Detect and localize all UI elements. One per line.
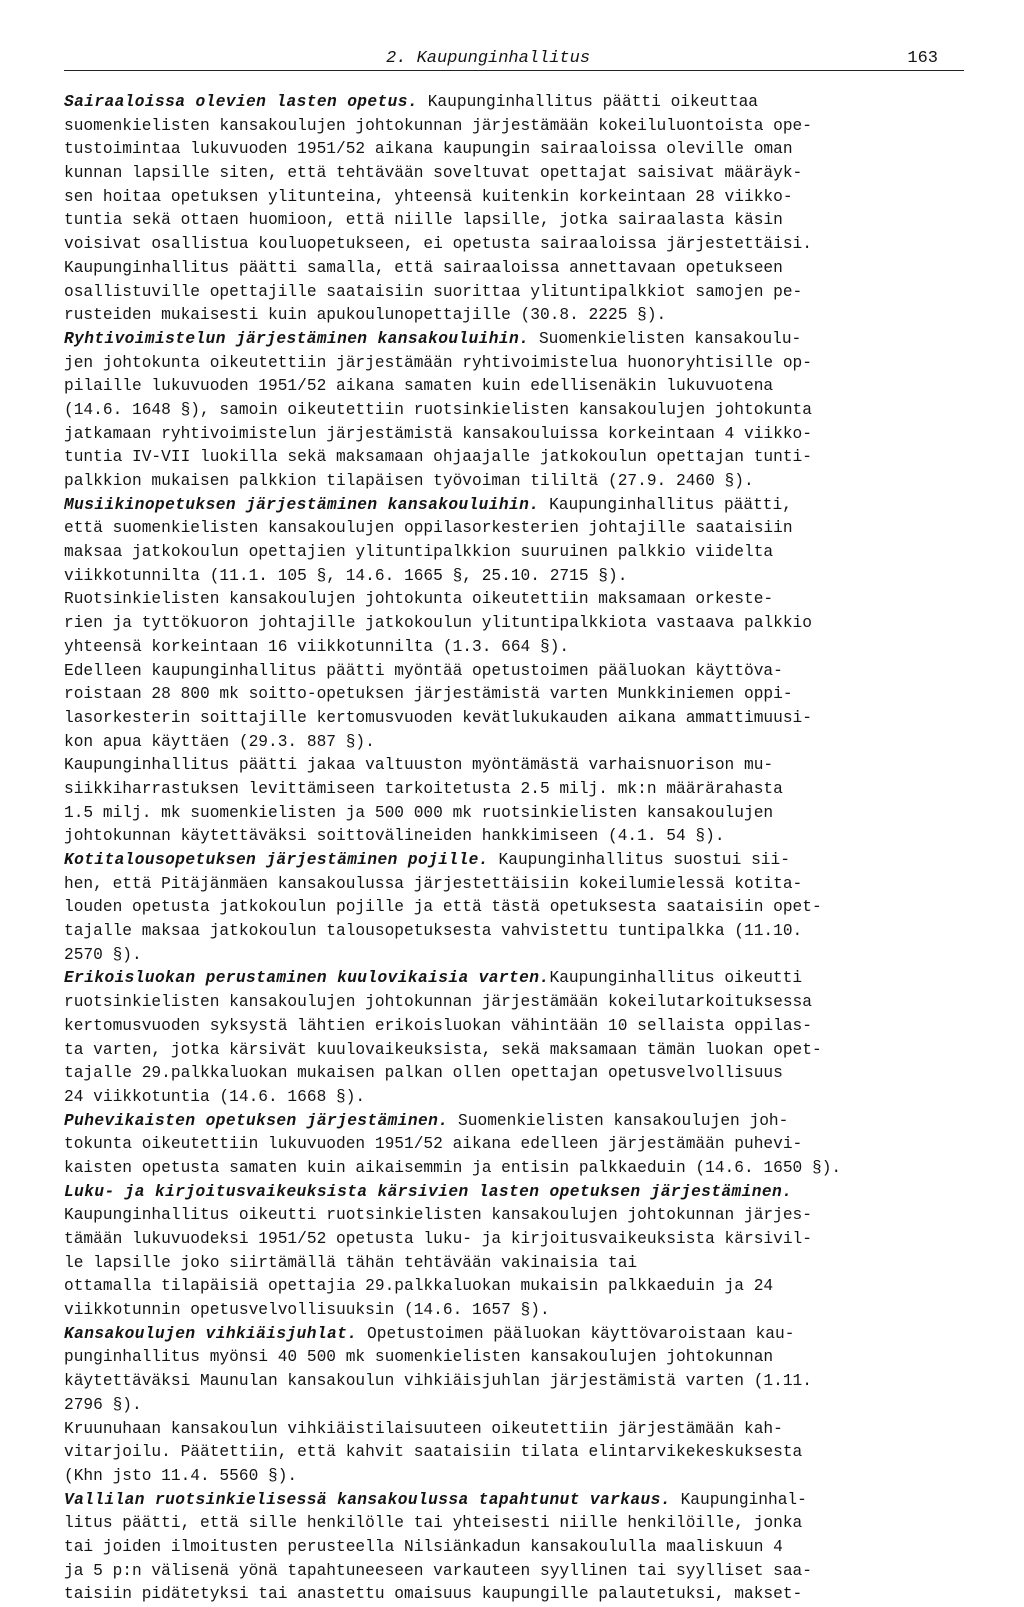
text-line	[64, 944, 969, 968]
line-text: jen johtokunta oikeutettiin järjestämään ryhtivoimistelua huonoryhtisille op-	[64, 353, 812, 372]
line-text: viikkotunnin opetusvelvollisuuksin (14.6. 1657 §).	[64, 1301, 550, 1320]
text-line	[64, 162, 969, 186]
text-line	[64, 778, 969, 802]
text-line	[64, 541, 969, 565]
line-text: litus päätti, että sille henkilölle tai yhteisesti niille henkilöille, jonka	[64, 1514, 803, 1533]
text-line	[64, 849, 969, 873]
text-line	[64, 1560, 969, 1584]
line-text: Suomenkielisten kansakoulujen joh-	[448, 1111, 789, 1130]
line-text: tajalle maksaa jatkokoulun talousopetuksesta vahvistettu tuntipalkka (11.10.	[64, 922, 803, 941]
text-line	[64, 352, 969, 376]
line-text: roistaan 28 800 mk soitto-opetuksen järjestämistä varten Munkkiniemen oppi-	[64, 685, 793, 704]
line-text: maksaa jatkokoulun opettajien ylituntipalkkion suuruinen palkkio viidelta	[64, 543, 774, 562]
text-line	[64, 565, 969, 589]
text-line	[64, 1418, 969, 1442]
text-line	[64, 707, 969, 731]
text-line	[64, 731, 969, 755]
line-text: kunnan lapsille siten, että tehtävään soveltuvat opettajat saisivat määräyk-	[64, 164, 803, 183]
text-line	[64, 446, 969, 470]
line-text: Suomenkielisten kansakoulu-	[529, 329, 802, 348]
section-heading: Kansakoulujen vihkiäisjuhlat.	[64, 1324, 358, 1343]
section-heading: Ryhtivoimistelun järjestäminen kansakouluihin.	[64, 329, 530, 348]
text-line	[64, 802, 969, 826]
section-heading: Vallilan ruotsinkielisessä kansakoulussa tapahtunut varkaus.	[64, 1490, 671, 1509]
section-heading: Puhevikaisten opetuksen järjestäminen.	[64, 1111, 449, 1130]
line-text: ta varten, jotka kärsivät kuulovaikeuksista, sekä maksamaan tämän luokan opet-	[64, 1040, 822, 1059]
text-line	[64, 304, 969, 328]
text-line	[64, 1275, 969, 1299]
text-line	[64, 1583, 969, 1607]
running-title: 2. Kaupunginhallitus	[386, 49, 591, 68]
line-text: Kaupunginhallitus päätti oikeuttaa	[418, 93, 758, 111]
line-text: Kaupunginhal-	[670, 1490, 807, 1509]
text-line	[64, 257, 969, 281]
text-line	[64, 1346, 969, 1370]
line-text: Kaupunginhallitus päätti samalla, että sairaaloissa annettavaan opetukseen	[64, 258, 783, 277]
text-line	[64, 1489, 969, 1513]
line-text: Kruunuhaan kansakoulun vihkiäistilaisuuteen oikeutettiin järjestämään kah-	[64, 1419, 783, 1438]
line-text: Kaupunginhallitus suostui sii-	[488, 851, 790, 869]
text-line	[64, 1228, 969, 1252]
page-number: 163	[907, 49, 938, 68]
line-text: Kaupunginhallitus päätti,	[539, 495, 792, 514]
line-text: tajalle 29.palkkaluokan mukaisen palkan ollen opettajan opetusvelvollisuus	[64, 1064, 783, 1083]
line-text: tämään lukuvuodeksi 1951/52 opetusta luku- ja kirjoitusvaikeuksista kärsivil-	[64, 1230, 812, 1248]
text-line	[64, 1157, 969, 1181]
section-heading: Musiikinopetuksen järjestäminen kansakouluihin.	[64, 495, 540, 514]
text-line	[64, 470, 969, 494]
line-text: 24 viikkotuntia (14.6. 1668 §).	[64, 1087, 366, 1106]
text-line	[64, 683, 969, 707]
line-text: osallistuville opettajille saataisiin suorittaa ylituntipalkkiot samojen pe-	[64, 282, 803, 301]
line-text: Kaupunginhallitus päätti jakaa valtuuston myöntämästä varhaisnuorison mu-	[64, 756, 774, 775]
line-text: viikkotunnilta (11.1. 105 §, 14.6. 1665 §, 25.10. 2715 §).	[64, 566, 628, 585]
line-text: yhteensä korkeintaan 16 viikkotunnilta (1.3. 664 §).	[64, 637, 570, 656]
line-text: (Khn jsto 11.4. 5560 §).	[64, 1466, 298, 1485]
text-line	[64, 115, 969, 139]
line-text: le lapsille joko siirtämällä tähän tehtävään vakinaisia tai	[64, 1253, 638, 1272]
text-line	[64, 281, 969, 305]
text-line	[64, 1323, 969, 1347]
text-line	[64, 1204, 969, 1228]
line-text: Kaupunginhallitus oikeutti	[549, 969, 803, 988]
line-text: tuntia IV-VII luokilla sekä maksamaan ohjaajalle jatkokoulun opettajan tunti-	[64, 448, 812, 467]
line-text: että suomenkielisten kansakoulujen oppilasorkesterien johtajille saataisiin	[64, 519, 793, 538]
text-line	[64, 138, 969, 162]
section-heading: Erikoisluokan perustaminen kuulovikaisia varten.	[64, 969, 550, 988]
line-text: voisivat osallistua kouluopetukseen, ei opetusta sairaaloissa järjestettäisi.	[64, 235, 812, 254]
line-text: jatkamaan ryhtivoimistelun järjestämistä kansakouluissa korkeintaan 4 viikko-	[64, 424, 812, 443]
line-text: ottamalla tilapäisiä opettajia 29.palkkaluokan mukaisin palkkaeduin ja 24	[64, 1277, 774, 1296]
line-text: sen hoitaa opetuksen ylitunteina, yhteensä kuitenkin korkeintaan 28 viikko-	[64, 187, 793, 206]
text-line	[64, 399, 969, 423]
line-text: palkkion mukaisen palkkion tilapäisen työvoiman tililtä (27.9. 2460 §).	[64, 472, 754, 490]
text-line	[64, 328, 969, 352]
text-line	[64, 1512, 969, 1536]
text-line	[64, 896, 969, 920]
text-line	[64, 1181, 969, 1205]
text-line	[64, 612, 969, 636]
section-heading: Sairaaloissa olevien lasten opetus.	[64, 93, 418, 111]
line-text: hen, että Pitäjänmäen kansakoulussa järjestettäisiin kokeilumielessä kotita-	[64, 874, 803, 893]
text-line	[64, 1536, 969, 1560]
line-text: Edelleen kaupunginhallitus päätti myöntää opetustoimen pääluokan käyttöva-	[64, 661, 783, 680]
line-text: pilaille lukuvuoden 1951/52 aikana samaten kuin edellisenäkin lukuvuotena	[64, 377, 774, 396]
text-line	[64, 873, 969, 897]
text-line	[64, 825, 969, 849]
text-line	[64, 636, 969, 660]
document-page	[64, 44, 964, 1604]
text-line	[64, 375, 969, 399]
line-text: 2570 §).	[64, 945, 142, 964]
line-text: 2796 §).	[64, 1395, 142, 1414]
line-text: tustoimintaa lukuvuoden 1951/52 aikana kaupungin sairaaloissa oleville oman	[64, 140, 793, 159]
line-text: käytettäväksi Maunulan kansakoulun vihkiäisjuhlan järjestämistä varten (1.11.	[64, 1372, 812, 1391]
text-line	[64, 423, 969, 447]
text-line	[64, 1370, 969, 1394]
text-line	[64, 991, 969, 1015]
line-text: taisiin pidätetyksi tai anastettu omaisuus kaupungille palautetuksi, makset-	[64, 1585, 803, 1604]
line-text: tuntia sekä ottaen huomioon, että niille lapsille, jotka sairaalasta käsin	[64, 211, 783, 230]
line-text: ruotsinkielisten kansakoulujen johtokunnan järjestämään kokeilutarkoituksessa	[64, 993, 812, 1012]
text-line	[64, 1015, 969, 1039]
text-line	[64, 494, 969, 518]
text-line	[64, 1394, 969, 1418]
text-line	[64, 91, 969, 115]
text-line	[64, 517, 969, 541]
line-text: lasorkesterin soittajille kertomusvuoden kevätlukukauden aikana ammattimuusi-	[64, 708, 812, 727]
text-line	[64, 1039, 969, 1063]
line-text: kon apua käyttäen (29.3. 887 §).	[64, 732, 375, 751]
text-line	[64, 1441, 969, 1465]
text-line	[64, 1086, 969, 1110]
line-text: siikkiharrastuksen levittämiseen tarkoitetusta 2.5 milj. mk:n määrärahasta	[64, 779, 783, 798]
section-heading: Luku- ja kirjoitusvaikeuksista kärsivien lasten opetuksen järjestäminen.	[64, 1182, 793, 1201]
text-line	[64, 920, 969, 944]
text-line	[64, 754, 969, 778]
text-line	[64, 1110, 969, 1134]
running-header	[64, 44, 964, 71]
line-text: Kaupunginhallitus oikeutti ruotsinkielisten kansakoulujen johtokunnan järjes-	[64, 1206, 812, 1225]
line-text: louden opetusta jatkokoulun pojille ja että tästä opetuksesta saataisiin opet-	[64, 898, 822, 917]
text-line	[64, 588, 969, 612]
text-line	[64, 1133, 969, 1157]
line-text: johtokunnan käytettäväksi soittovälineiden hankkimiseen (4.1. 54 §).	[64, 827, 725, 846]
line-text: kaisten opetusta samaten kuin aikaisemmin ja entisin palkkaeduin (14.6. 1650 §).	[64, 1158, 842, 1177]
line-text: 1.5 milj. mk suomenkielisten ja 500 000 mk ruotsinkielisten kansakoulujen	[64, 803, 774, 822]
line-text: Opetustoimen pääluokan käyttövaroistaan kau-	[357, 1324, 795, 1343]
line-text: suomenkielisten kansakoulujen johtokunnan järjestämään kokeiluluontoista ope-	[64, 116, 812, 135]
text-line	[64, 209, 969, 233]
line-text: rien ja tyttökuoron johtajille jatkokoulun ylituntipalkkiota vastaava palkkio	[64, 614, 812, 633]
text-line	[64, 1465, 969, 1489]
line-text: kertomusvuoden syksystä lähtien erikoisluokan vähintään 10 sellaista oppilas-	[64, 1016, 812, 1035]
text-line	[64, 967, 969, 991]
text-line	[64, 233, 969, 257]
line-text: tai joiden ilmoitusten perusteella Nilsiänkadun kansakoululla maaliskuun 4	[64, 1537, 783, 1556]
line-text: punginhallitus myönsi 40 500 mk suomenkielisten kansakoulujen johtokunnan	[64, 1348, 774, 1367]
text-line	[64, 1299, 969, 1323]
line-text: rusteiden mukaisesti kuin apukoulunopettajille (30.8. 2225 §).	[64, 306, 667, 325]
line-text: vitarjoilu. Päätettiin, että kahvit saataisiin tilata elintarvikekeskuksesta	[64, 1443, 803, 1462]
line-text: ja 5 p:n välisenä yönä tapahtuneeseen varkauteen syyllinen tai syylliset saa-	[64, 1561, 812, 1580]
line-text: (14.6. 1648 §), samoin oikeutettiin ruotsinkielisten kansakoulujen johtokunta	[64, 400, 812, 419]
body-text	[64, 91, 969, 1607]
text-line	[64, 1062, 969, 1086]
line-text: Ruotsinkielisten kansakoulujen johtokunta oikeutettiin maksamaan orkeste-	[64, 590, 774, 609]
text-line	[64, 186, 969, 210]
line-text: tokunta oikeutettiin lukuvuoden 1951/52 aikana edelleen järjestämään puhevi-	[64, 1135, 803, 1154]
text-line	[64, 660, 969, 684]
section-heading: Kotitalousopetuksen järjestäminen pojille.	[64, 851, 489, 869]
text-line	[64, 1252, 969, 1276]
